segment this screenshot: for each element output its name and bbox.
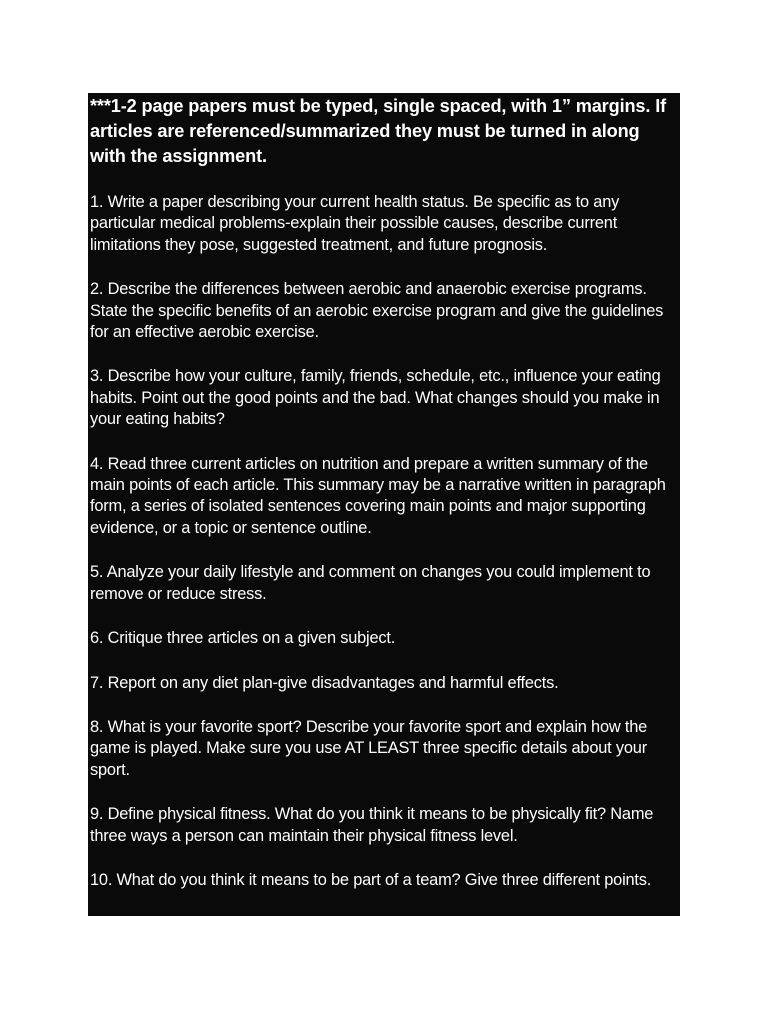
instructions-heading: ***1-2 page papers must be typed, single spaced, with 1” margins. If articles are referenced/summarized they must be turned in along with the assignment. (90, 96, 667, 166)
assignment-item-10: 10. What do you think it means to be part of a team? Give three different points. (90, 870, 652, 889)
assignment-item-7: 7. Report on any diet plan-give disadvantages and harmful effects. (90, 673, 559, 692)
assignment-item-2: 2. Describe the differences between aerobic and anaerobic exercise programs. State the specific benefits of an aerobic exercise program and give the guidelines for an effective aerobic exercise. (90, 280, 664, 342)
assignment-item-3: 3. Describe how your culture, family, friends, schedule, etc., influence your eating habits. Point out the good points and the bad. What changes should you make in your eating habits? (90, 367, 661, 429)
assignment-item-9: 9. Define physical fitness. What do you think it means to be physically fit? Name three ways a person can maintain their physical fitness level. (90, 805, 654, 845)
assignment-block (88, 93, 680, 916)
assignment-item-5: 5. Analyze your daily lifestyle and comment on changes you could implement to remove or reduce stress. (90, 563, 651, 603)
assignment-list (90, 192, 678, 891)
assignment-item-1: 1. Write a paper describing your current health status. Be specific as to any particular medical problems-explain their possible causes, describe current limitations they pose, suggested treatment, and future prognosis. (90, 193, 620, 254)
assignment-item-8: 8. What is your favorite sport? Describe your favorite sport and explain how the game is played. Make sure you use AT LEAST three specific details about your sport. (90, 717, 648, 779)
assignment-item-4: 4. Read three current articles on nutrition and prepare a written summary of the main points of each article. This summary may be a narrative written in paragraph form, a series of isolated sentences covering main points and major supporting evidence, or a topic or sentence outline. (90, 454, 666, 537)
assignment-item-6: 6. Critique three articles on a given subject. (90, 629, 396, 648)
